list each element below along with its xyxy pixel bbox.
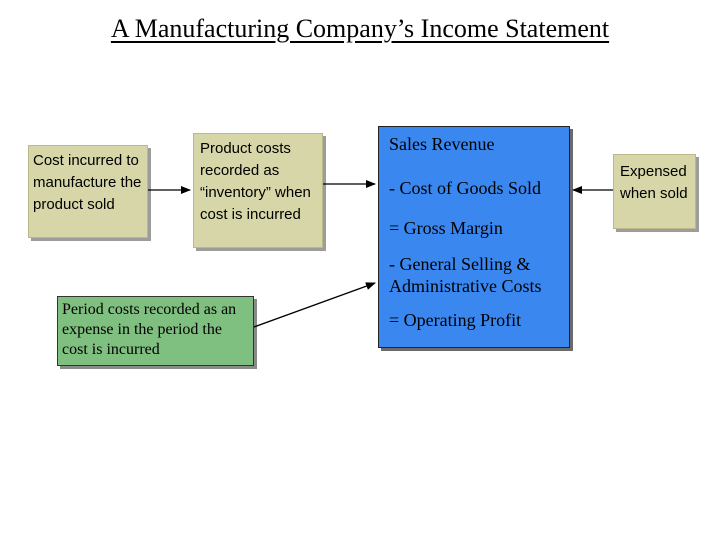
page-title-text: A Manufacturing Company’s Income Statement	[110, 14, 610, 43]
operating-profit-line: = Operating Profit	[389, 310, 522, 330]
expensed-text: Expensed when sold	[620, 163, 688, 202]
gsa-line: - General Selling & Administrative Costs	[389, 254, 542, 296]
sales-revenue-line: Sales Revenue	[389, 134, 495, 154]
arrow-period-to-gsa	[254, 283, 375, 327]
cost-incurred-text: Cost incurred to manufacture the product sold	[33, 152, 142, 213]
cogs-line: - Cost of Goods Sold	[389, 178, 542, 198]
gross-margin-line: = Gross Margin	[389, 218, 503, 238]
product-costs-text: Product costs recorded as “inventory” when cost is incurred	[200, 140, 311, 223]
period-costs-text: Period costs recorded as an expense in the period the cost is incurred	[62, 301, 237, 358]
